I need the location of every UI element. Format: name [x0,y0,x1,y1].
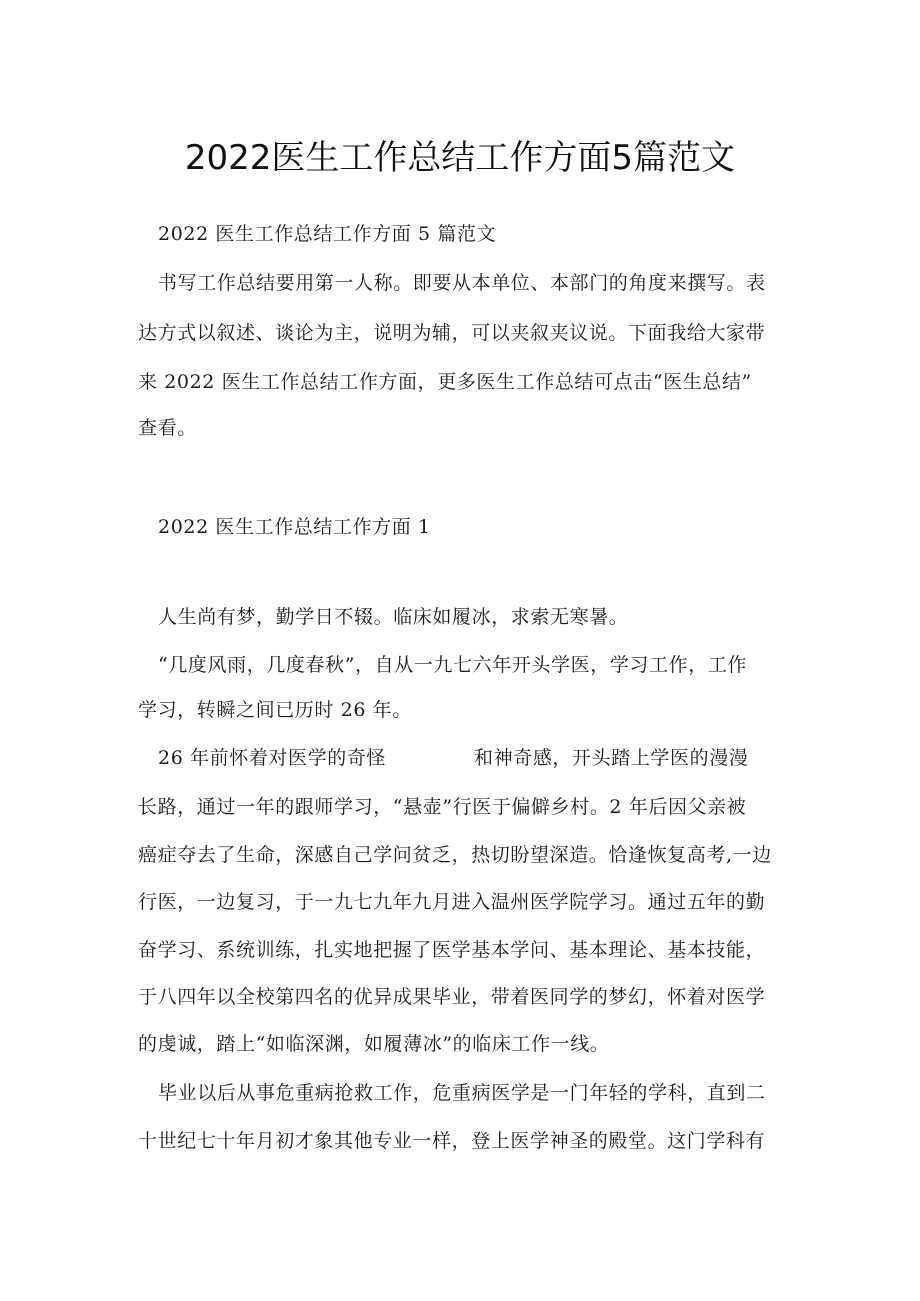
intro-line-1: 书写工作总结要用第一人称。即要从本单位、本部门的角度来撰写。表 [158,272,766,294]
paragraph-4-line-1: 毕业以后从事危重病抢救工作，危重病医学是一门年轻的学科，直到二 [158,1082,766,1104]
paragraph-3-line-6: 于八四年以全校第四名的优异成果毕业，带着医同学的梦幻，怀着对医学 [138,986,766,1008]
paragraph-3-line-2: 长路，通过一年的跟师学习，“悬壶”行医于偏僻乡村。2 年后因父亲被 [138,796,747,818]
paragraph-2-line-1: “几度风雨，几度春秋”，自从一九七六年开头学医，学习工作，工作 [158,654,748,676]
intro-line-4: 查看。 [138,417,197,439]
paragraph-2-line-2: 学习，转瞬之间已历时 26 年。 [138,699,412,721]
paragraph-3-line-5: 奋学习、系统训练，扎实地把握了医学基本学问、基本理论、基本技能， [138,939,766,961]
document-title: 2022医生工作总结工作方面5篇范文 [184,138,736,178]
paragraph-3-line-7: 的虔诚，踏上“如临深渊，如履薄冰”的临床工作一线。 [138,1033,610,1055]
intro-line-2: 达方式以叙述、谈论为主，说明为辅，可以夹叙夹议说。下面我给大家带 [138,322,766,344]
paragraph-4-line-2: 十世纪七十年月初才象其他专业一样，登上医学神圣的殿堂。这门学科有 [138,1130,766,1152]
paragraph-3-line-1-part-a: 26 年前怀着对医学的奇怪 [158,747,387,769]
paragraph-3-line-1-part-b: 和神奇感，开头踏上学医的漫漫 [474,747,749,769]
paragraph-3-line-4: 行医，一边复习，于一九七九年九月进入温州医学院学习。通过五年的勤 [138,891,766,913]
section-heading: 2022 医生工作总结工作方面 1 [158,516,431,538]
intro-line-3: 来 2022 医生工作总结工作方面，更多医生工作总结可点击“医生总结” [138,371,752,393]
paragraph-1-line-1: 人生尚有梦，勤学日不辍。临床如履冰，求索无寒暑。 [158,606,629,628]
document-subtitle: 2022 医生工作总结工作方面 5 篇范文 [158,223,497,245]
paragraph-3-line-1 [158,745,818,771]
paragraph-3-line-3: 癌症夺去了生命，深感自己学问贫乏，热切盼望深造。恰逢恢复高考,一边 [138,844,772,866]
